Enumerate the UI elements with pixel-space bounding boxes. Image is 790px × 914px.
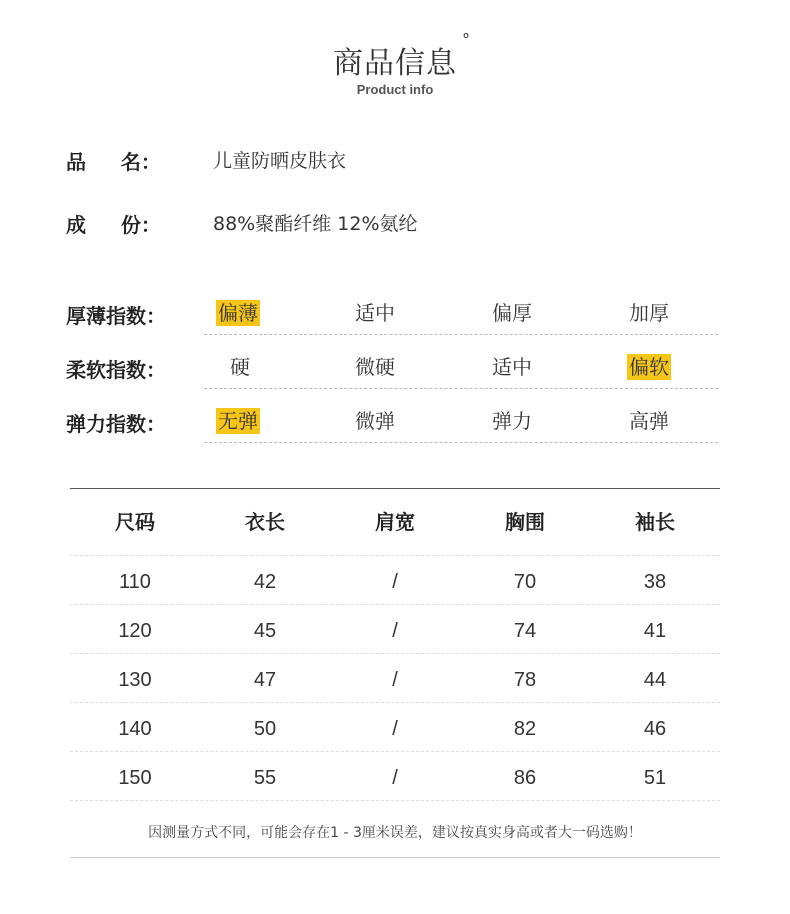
table-cell: 55	[253, 767, 277, 789]
table-cell: 70	[513, 571, 537, 593]
table-cell: 46	[643, 718, 667, 740]
table-cell: /	[392, 718, 398, 740]
table-cell: 50	[253, 718, 277, 740]
table-cell: 130	[118, 669, 152, 691]
table-cell: 78	[513, 669, 537, 691]
product-name-value: 儿童防晒皮肤衣	[213, 150, 347, 172]
product-name-label: 品 名：	[66, 150, 161, 174]
table-row	[70, 654, 720, 703]
elasticity-option: 高弹	[629, 409, 669, 433]
header-sleeve: 袖长	[635, 510, 675, 534]
measurement-note: 因测量方式不同，可能会存在1 - 3厘米误差，建议按真实身高或者大一码选购！	[148, 825, 642, 841]
table-cell: 82	[513, 718, 537, 740]
table-row	[70, 703, 720, 752]
softness-option: 硬	[230, 355, 250, 379]
title-text: 商品信息 °	[333, 30, 471, 81]
page-subtitle: Product info	[356, 82, 434, 97]
table-cell: 150	[118, 767, 152, 789]
table-cell: 51	[643, 767, 667, 789]
table-cell: 38	[643, 571, 667, 593]
elasticity-option: 微弹	[355, 409, 395, 433]
page-title	[0, 30, 790, 82]
elasticity-option: 无弹	[218, 409, 258, 433]
softness-option: 微硬	[355, 355, 395, 379]
material-value: 88%聚酯纤维 12%氨纶	[213, 213, 418, 235]
thickness-options	[204, 296, 718, 335]
elasticity-option: 弹力	[492, 409, 532, 433]
table-cell: 110	[119, 571, 151, 593]
table-cell: 47	[253, 669, 277, 691]
thickness-index-label: 厚薄指数：	[66, 304, 166, 328]
softness-options	[204, 350, 718, 389]
thickness-option: 偏厚	[492, 301, 532, 325]
thickness-option: 适中	[355, 301, 395, 325]
table-cell: 120	[118, 620, 152, 642]
size-table-header	[70, 489, 720, 556]
softness-index-label: 柔软指数：	[66, 358, 166, 382]
table-row	[70, 556, 720, 605]
table-cell: 86	[513, 767, 537, 789]
table-cell: 42	[253, 571, 277, 593]
table-cell: 41	[643, 620, 667, 642]
table-cell: /	[392, 669, 398, 691]
thickness-option: 偏薄	[218, 301, 258, 325]
table-cell: 45	[253, 620, 277, 642]
header-chest: 胸围	[505, 510, 545, 534]
table-cell: 44	[643, 669, 667, 691]
table-row	[70, 752, 720, 801]
table-cell: 74	[513, 620, 537, 642]
size-table	[70, 488, 720, 801]
softness-index-row	[66, 350, 726, 396]
table-row	[70, 605, 720, 654]
thickness-option: 加厚	[629, 301, 669, 325]
table-cell: /	[392, 767, 398, 789]
thickness-index-row	[66, 296, 726, 342]
softness-option: 偏软	[629, 355, 669, 379]
header-shoulder: 肩宽	[375, 510, 415, 534]
softness-option: 适中	[492, 355, 532, 379]
header-size: 尺码	[115, 510, 155, 534]
bottom-divider	[70, 857, 720, 858]
elasticity-index-label: 弹力指数：	[66, 412, 166, 436]
degree-mark: °	[462, 30, 471, 49]
table-cell: /	[392, 571, 398, 593]
table-cell: /	[392, 620, 398, 642]
table-cell: 140	[118, 718, 152, 740]
elasticity-options	[204, 404, 718, 443]
elasticity-index-row	[66, 404, 726, 450]
material-label: 成 份：	[66, 213, 161, 237]
header-length: 衣长	[245, 510, 285, 534]
